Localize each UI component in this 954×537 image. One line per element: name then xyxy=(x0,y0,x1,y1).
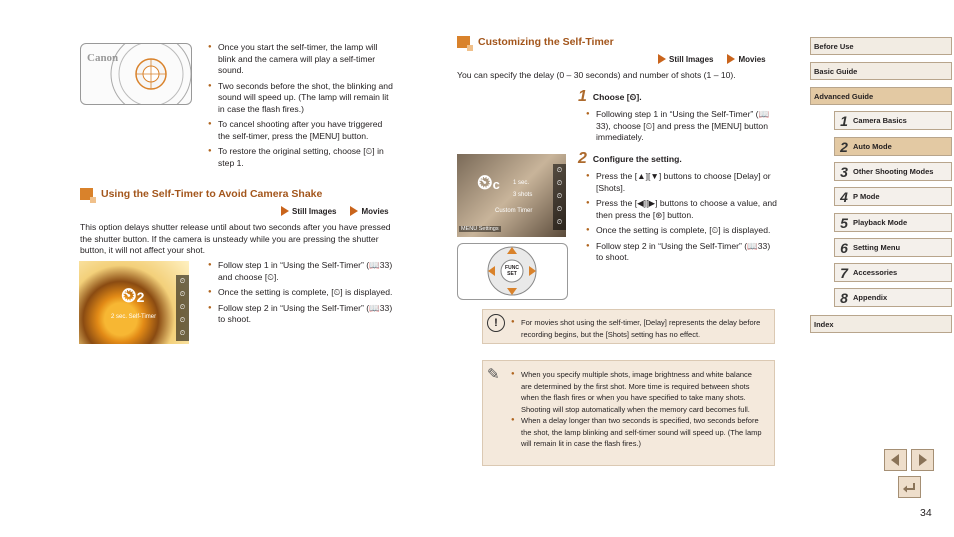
step-number: 1 xyxy=(578,88,587,105)
camera-brand-label: Canon xyxy=(87,52,119,64)
list-item: ● Once the setting is complete, [⏲] is displayed. xyxy=(208,287,394,299)
shots-value: 3 shots xyxy=(513,192,533,198)
side-icon-column: ⏲ ⏲ ⏲ ⏲ ⏲ xyxy=(176,275,189,341)
screen-menu-hint: MENU Settings xyxy=(461,226,499,232)
mode-tags xyxy=(281,206,389,216)
step-number: 2 xyxy=(578,150,587,167)
nav-index[interactable]: Index xyxy=(810,315,952,333)
page-number: 34 xyxy=(920,507,932,519)
arrow-left-icon xyxy=(885,450,906,470)
list-item: ● Press the [◀][▶] buttons to choose a value, and then press the [⊛] button. xyxy=(586,198,778,221)
list-item: ● Follow step 1 in “Using the Self-Timer” (📖33) and choose [⏲]. xyxy=(208,260,394,283)
play-arrow-icon xyxy=(727,54,735,64)
sunflower-screen-photo xyxy=(79,261,189,344)
caution-note xyxy=(482,309,775,344)
caution-list xyxy=(511,317,767,340)
list-item: ● When a delay longer than two seconds is specified, two seconds before the shot, the lamp blinking and self-timer sound will speed up. (The lamp will remain lit in case the flash fires.) xyxy=(511,415,763,450)
return-arrow-icon xyxy=(899,477,920,497)
section-heading-camera-shake xyxy=(80,188,322,200)
tag-still-images: Still Images xyxy=(658,54,713,64)
photo-caption: 2 sec. Self-Timer xyxy=(111,314,157,320)
camera-front-illustration xyxy=(80,43,192,105)
mode-tags xyxy=(658,54,766,64)
step-title: Configure the setting. xyxy=(592,154,682,164)
delay-value: 1 sec. xyxy=(513,180,530,186)
nav-before-use[interactable]: Before Use xyxy=(810,37,952,55)
nav-chapter-4[interactable]: 4 P Mode xyxy=(834,187,952,206)
step-title: Choose [⏲]. xyxy=(592,91,642,102)
section-marker-icon xyxy=(80,188,93,200)
section-title: Using the Self-Timer to Avoid Camera Shake xyxy=(101,188,323,200)
nav-chapter-8[interactable]: 8 Appendix xyxy=(834,288,952,307)
memo-note xyxy=(482,360,775,466)
self-timer-c-icon: ⏲c xyxy=(477,172,500,194)
list-item: ● When you specify multiple shots, image brightness and white balance are determined by the first shot. More time is required between shots when the flash fires or when you have specified to take many shots. Shooting will stop automatically when the memory card becomes full. xyxy=(511,369,763,415)
next-page-button[interactable] xyxy=(911,449,934,471)
previous-page-button[interactable] xyxy=(884,449,907,471)
play-arrow-icon xyxy=(350,206,358,216)
list-item: ● Follow step 2 in “Using the Self-Timer” (📖33) to shoot. xyxy=(208,303,394,326)
func-set-label: FUNC SET xyxy=(505,265,519,277)
section-paragraph: This option delays shutter release until about two seconds after you have pressed the shutter button. If the camera is unsteady while you are pressing the shutter button, it will not affect your shot. xyxy=(80,222,391,255)
list-item: ● Two seconds before the shot, the blinking and sound will speed up. (The lamp will remain lit in case the flash fires.) xyxy=(208,81,394,116)
side-icon-column: ⏲ ⏲ ⏲ ⏲ ⏲ xyxy=(553,164,566,230)
play-arrow-icon xyxy=(281,206,289,216)
step-bullets xyxy=(586,171,778,264)
intro-bullet-list xyxy=(208,42,394,173)
step-2 xyxy=(578,150,778,268)
nav-chapter-6[interactable]: 6 Setting Menu xyxy=(834,238,952,257)
list-item: ● To restore the original setting, choose [⏲] in step 1. xyxy=(208,146,394,169)
list-item: ● Follow step 2 in “Using the Self-Timer” (📖33) to shoot. xyxy=(586,241,778,264)
screen-label: Custom Timer xyxy=(495,208,533,214)
section-marker-icon xyxy=(457,36,470,48)
list-item: ● Press the [▲][▼] buttons to choose [Delay] or [Shots]. xyxy=(586,171,778,194)
caution-icon: ! xyxy=(487,314,505,332)
section-intro: You can specify the delay (0 – 30 seconds) and number of shots (1 – 10). xyxy=(457,70,736,80)
nav-chapter-1[interactable]: 1 Camera Basics xyxy=(834,111,952,130)
nav-chapter-3[interactable]: 3 Other Shooting Modes xyxy=(834,162,952,181)
play-arrow-icon xyxy=(658,54,666,64)
arrow-right-icon xyxy=(912,450,933,470)
nav-basic-guide[interactable]: Basic Guide xyxy=(810,62,952,80)
nav-chapter-7[interactable]: 7 Accessories xyxy=(834,263,952,282)
nav-chapter-5[interactable]: 5 Playback Mode xyxy=(834,213,952,232)
tag-movies: Movies xyxy=(350,206,388,216)
list-item: ● Once you start the self-timer, the lamp will blink and the camera will play a self-timer sound. xyxy=(208,42,394,77)
tag-movies: Movies xyxy=(727,54,765,64)
camera-shake-bullets xyxy=(208,260,394,330)
control-dial-illustration xyxy=(457,243,568,300)
section-heading-customizing xyxy=(457,36,614,48)
tag-still-images: Still Images xyxy=(281,206,336,216)
list-item: ● Once the setting is complete, [⏲] is displayed. xyxy=(586,225,778,237)
custom-timer-screen xyxy=(457,154,566,237)
list-item: ● To cancel shooting after you have triggered the self-timer, press the [MENU] button. xyxy=(208,119,394,142)
pencil-icon: ✎ xyxy=(487,366,500,383)
nav-chapter-2[interactable]: 2 Auto Mode xyxy=(834,137,952,156)
step-1 xyxy=(578,88,778,148)
memo-list xyxy=(511,369,763,450)
step-bullets xyxy=(586,109,778,144)
return-button[interactable] xyxy=(898,476,921,498)
list-item: ● Following step 1 in “Using the Self-Timer” (📖33), choose [⏲] and press the [MENU] button immediately. xyxy=(586,109,778,144)
self-timer-icon: ⏲2 xyxy=(121,285,145,307)
nav-advanced-guide[interactable]: Advanced Guide xyxy=(810,87,952,105)
list-item: ● For movies shot using the self-timer, [Delay] represents the delay before recording begins, but the [Shots] setting has no effect. xyxy=(511,317,767,340)
section-title: Customizing the Self-Timer xyxy=(478,36,614,48)
